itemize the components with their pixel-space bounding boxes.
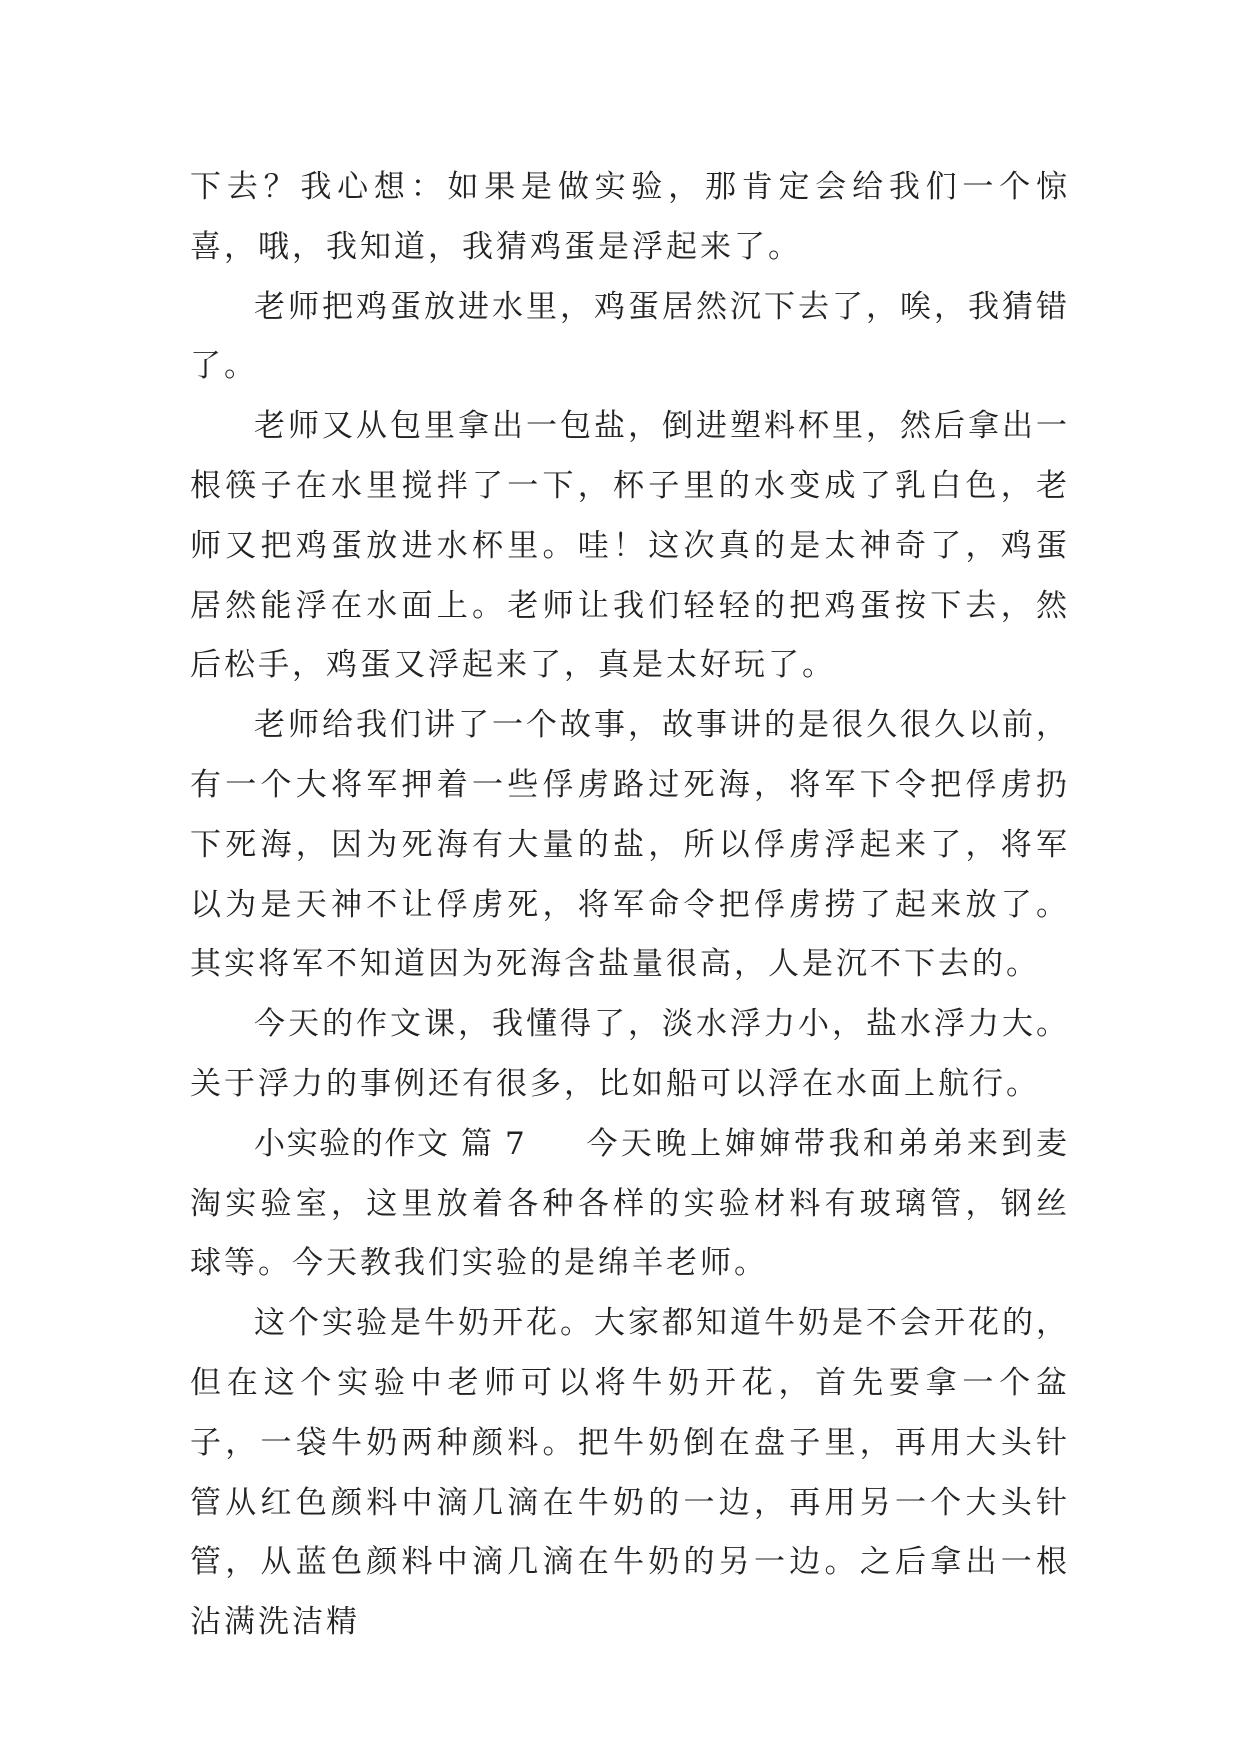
paragraph-4: 老师给我们讲了一个故事，故事讲的是很久很久以前，有一个大将军押着一些俘虏路过死海，将军下令把俘虏扔下死海，因为死海有大量的盐，所以俘虏浮起来了，将军以为是天神不让俘虏死，将军命令把俘虏捞了起来放了。其实将军不知道因为死海含盐量很高，人是沉不下去的。 — [190, 707, 1070, 983]
document-body — [190, 158, 1070, 1653]
section-heading: 小实验的作文 篇 7 — [254, 1125, 526, 1162]
paragraph-5: 今天的作文课，我懂得了，淡水浮力小，盐水浮力大。关于浮力的事例还有很多，比如船可以浮在水面上航行。 — [190, 1006, 1070, 1102]
section-paragraph — [190, 1115, 1070, 1294]
paragraph-1: 下去？我心想：如果是做实验，那肯定会给我们一个惊喜，哦，我知道，我猜鸡蛋是浮起来了。 — [190, 169, 1070, 265]
paragraph-7: 这个实验是牛奶开花。大家都知道牛奶是不会开花的，但在这个实验中老师可以将牛奶开花，首先要拿一个盆子，一袋牛奶两种颜料。把牛奶倒在盘子里，再用大头针管从红色颜料中滴几滴在牛奶的一边，再用另一个大头针管，从蓝色颜料中滴几滴在牛奶的另一边。之后拿出一根沾满洗洁精 — [190, 1305, 1070, 1641]
section-text: 今天晚上婶婶带我和弟弟来到麦淘实验室，这里放着各种各样的实验材料有玻璃管，钢丝球等。今天教我们实验的是绵羊老师。 — [190, 1125, 1071, 1282]
paragraph-3: 老师又从包里拿出一包盐，倒进塑料杯里，然后拿出一根筷子在水里搅拌了一下，杯子里的水变成了乳白色，老师又把鸡蛋放进水杯里。哇！这次真的是太神奇了，鸡蛋居然能浮在水面上。老师让我们轻轻的把鸡蛋按下去，然后松手，鸡蛋又浮起来了，真是太好玩了。 — [190, 408, 1070, 684]
paragraph-2: 老师把鸡蛋放进水里，鸡蛋居然沉下去了，唉，我猜错了。 — [190, 288, 1070, 385]
